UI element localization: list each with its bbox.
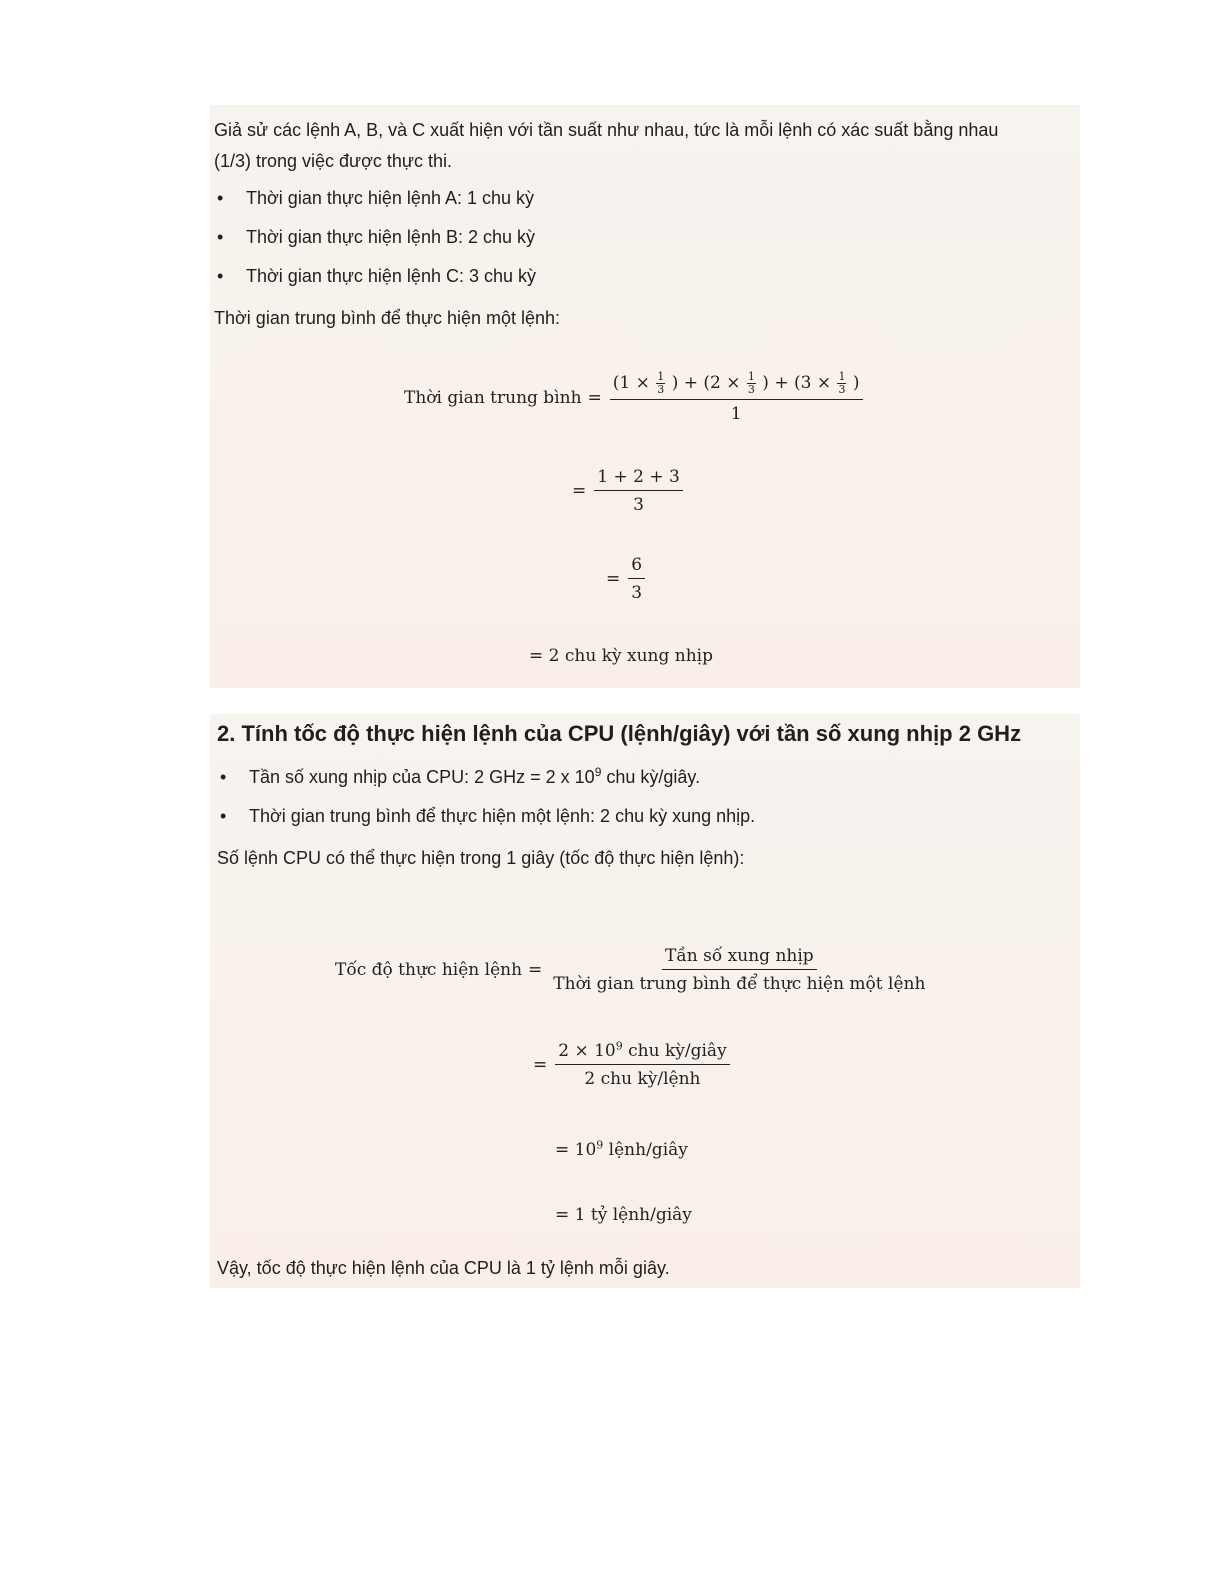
list-item: • Thời gian thực hiện lệnh A: 1 chu kỳ — [214, 186, 1030, 210]
avg-time-equation-2: = $\frac{1 + 2 + 3}{3}$ — [566, 467, 685, 515]
instruction-times-list — [214, 186, 1030, 288]
intro-paragraph: Giả sử các lệnh A, B, và C xuất hiện với tần suất như nhau, tức là mỗi lệnh có xác suất bằng nhau (1/3) trong việc được thực thi. — [214, 120, 999, 171]
speed-equation-3: = $10^9$ lệnh/giây — [555, 1138, 688, 1160]
count-label: Số lệnh CPU có thể thực hiện trong 1 giây (tốc độ thực hiện lệnh): — [217, 848, 745, 868]
fraction: $\frac{2 \times 10^9 chu kỳ/giây}{\text{2 chu kỳ/lệnh}}$ — [555, 1041, 729, 1089]
avg-time-equation-4: = 2 chu kỳ xung nhịp — [529, 646, 713, 666]
conclusion-paragraph: Vậy, tốc độ thực hiện lệnh của CPU là 1 tỷ lệnh mỗi giây. — [217, 1258, 670, 1278]
speed-equation-1: Tốc độ thực hiện lệnh = $\frac{\text{Tần số xung nhịp}}{\text{Thời gian trung bình để thực hiện một lệnh}}$ — [335, 946, 930, 994]
equation-lhs: Thời gian trung bình — [404, 387, 582, 408]
section-heading: 2. Tính tốc độ thực hiện lệnh của CPU (lệnh/giây) với tần số xung nhịp 2 GHz — [217, 721, 1022, 746]
avg-time-label: Thời gian trung bình để thực hiện một lệnh: — [214, 308, 561, 328]
speed-equation-2: = $\frac{2 \times 10^9 chu kỳ/giây}{\text{2 chu kỳ/lệnh}}$ — [527, 1041, 732, 1089]
list-item: • Thời gian thực hiện lệnh B: 2 chu kỳ — [214, 225, 1030, 249]
fraction: $\frac{1 + 2 + 3}{3}$ — [594, 467, 683, 515]
avg-time-equation-3: = $\frac{6}{3}$ — [600, 555, 647, 603]
equation-lhs: Tốc độ thực hiện lệnh — [335, 960, 523, 980]
list-item: • Tần số xung nhịp của CPU: 2 GHz = 2 x $10^9$ chu kỳ/giây. — [217, 765, 1030, 789]
list-item: • Thời gian trung bình để thực hiện một lệnh: 2 chu kỳ xung nhịp. — [217, 804, 1030, 828]
section-cpu-speed — [210, 714, 1080, 1288]
fraction: $\frac{\text{Tần số xung nhịp}}{\text{Thời gian trung bình để thực hiện một lệnh}}$ — [553, 946, 926, 994]
avg-time-equation-1: Thời gian trung bình = (1 × $\frac{1}{3}$ ) + (2 × $\frac{1}{3}$ ) + (3 × $\frac{1}{3}$ ) 1 — [404, 371, 865, 424]
list-item: • Thời gian thực hiện lệnh C: 3 chu kỳ — [214, 264, 1030, 288]
speed-equation-4: = 1 tỷ lệnh/giây — [555, 1205, 692, 1225]
cpu-facts-list — [217, 765, 1030, 828]
fraction: (1 × $\frac{1}{3}$ ) + (2 × $\frac{1}{3}$ ) + (3 × $\frac{1}{3}$ ) 1 — [610, 371, 863, 424]
fraction: $\frac{6}{3}$ — [628, 555, 645, 603]
